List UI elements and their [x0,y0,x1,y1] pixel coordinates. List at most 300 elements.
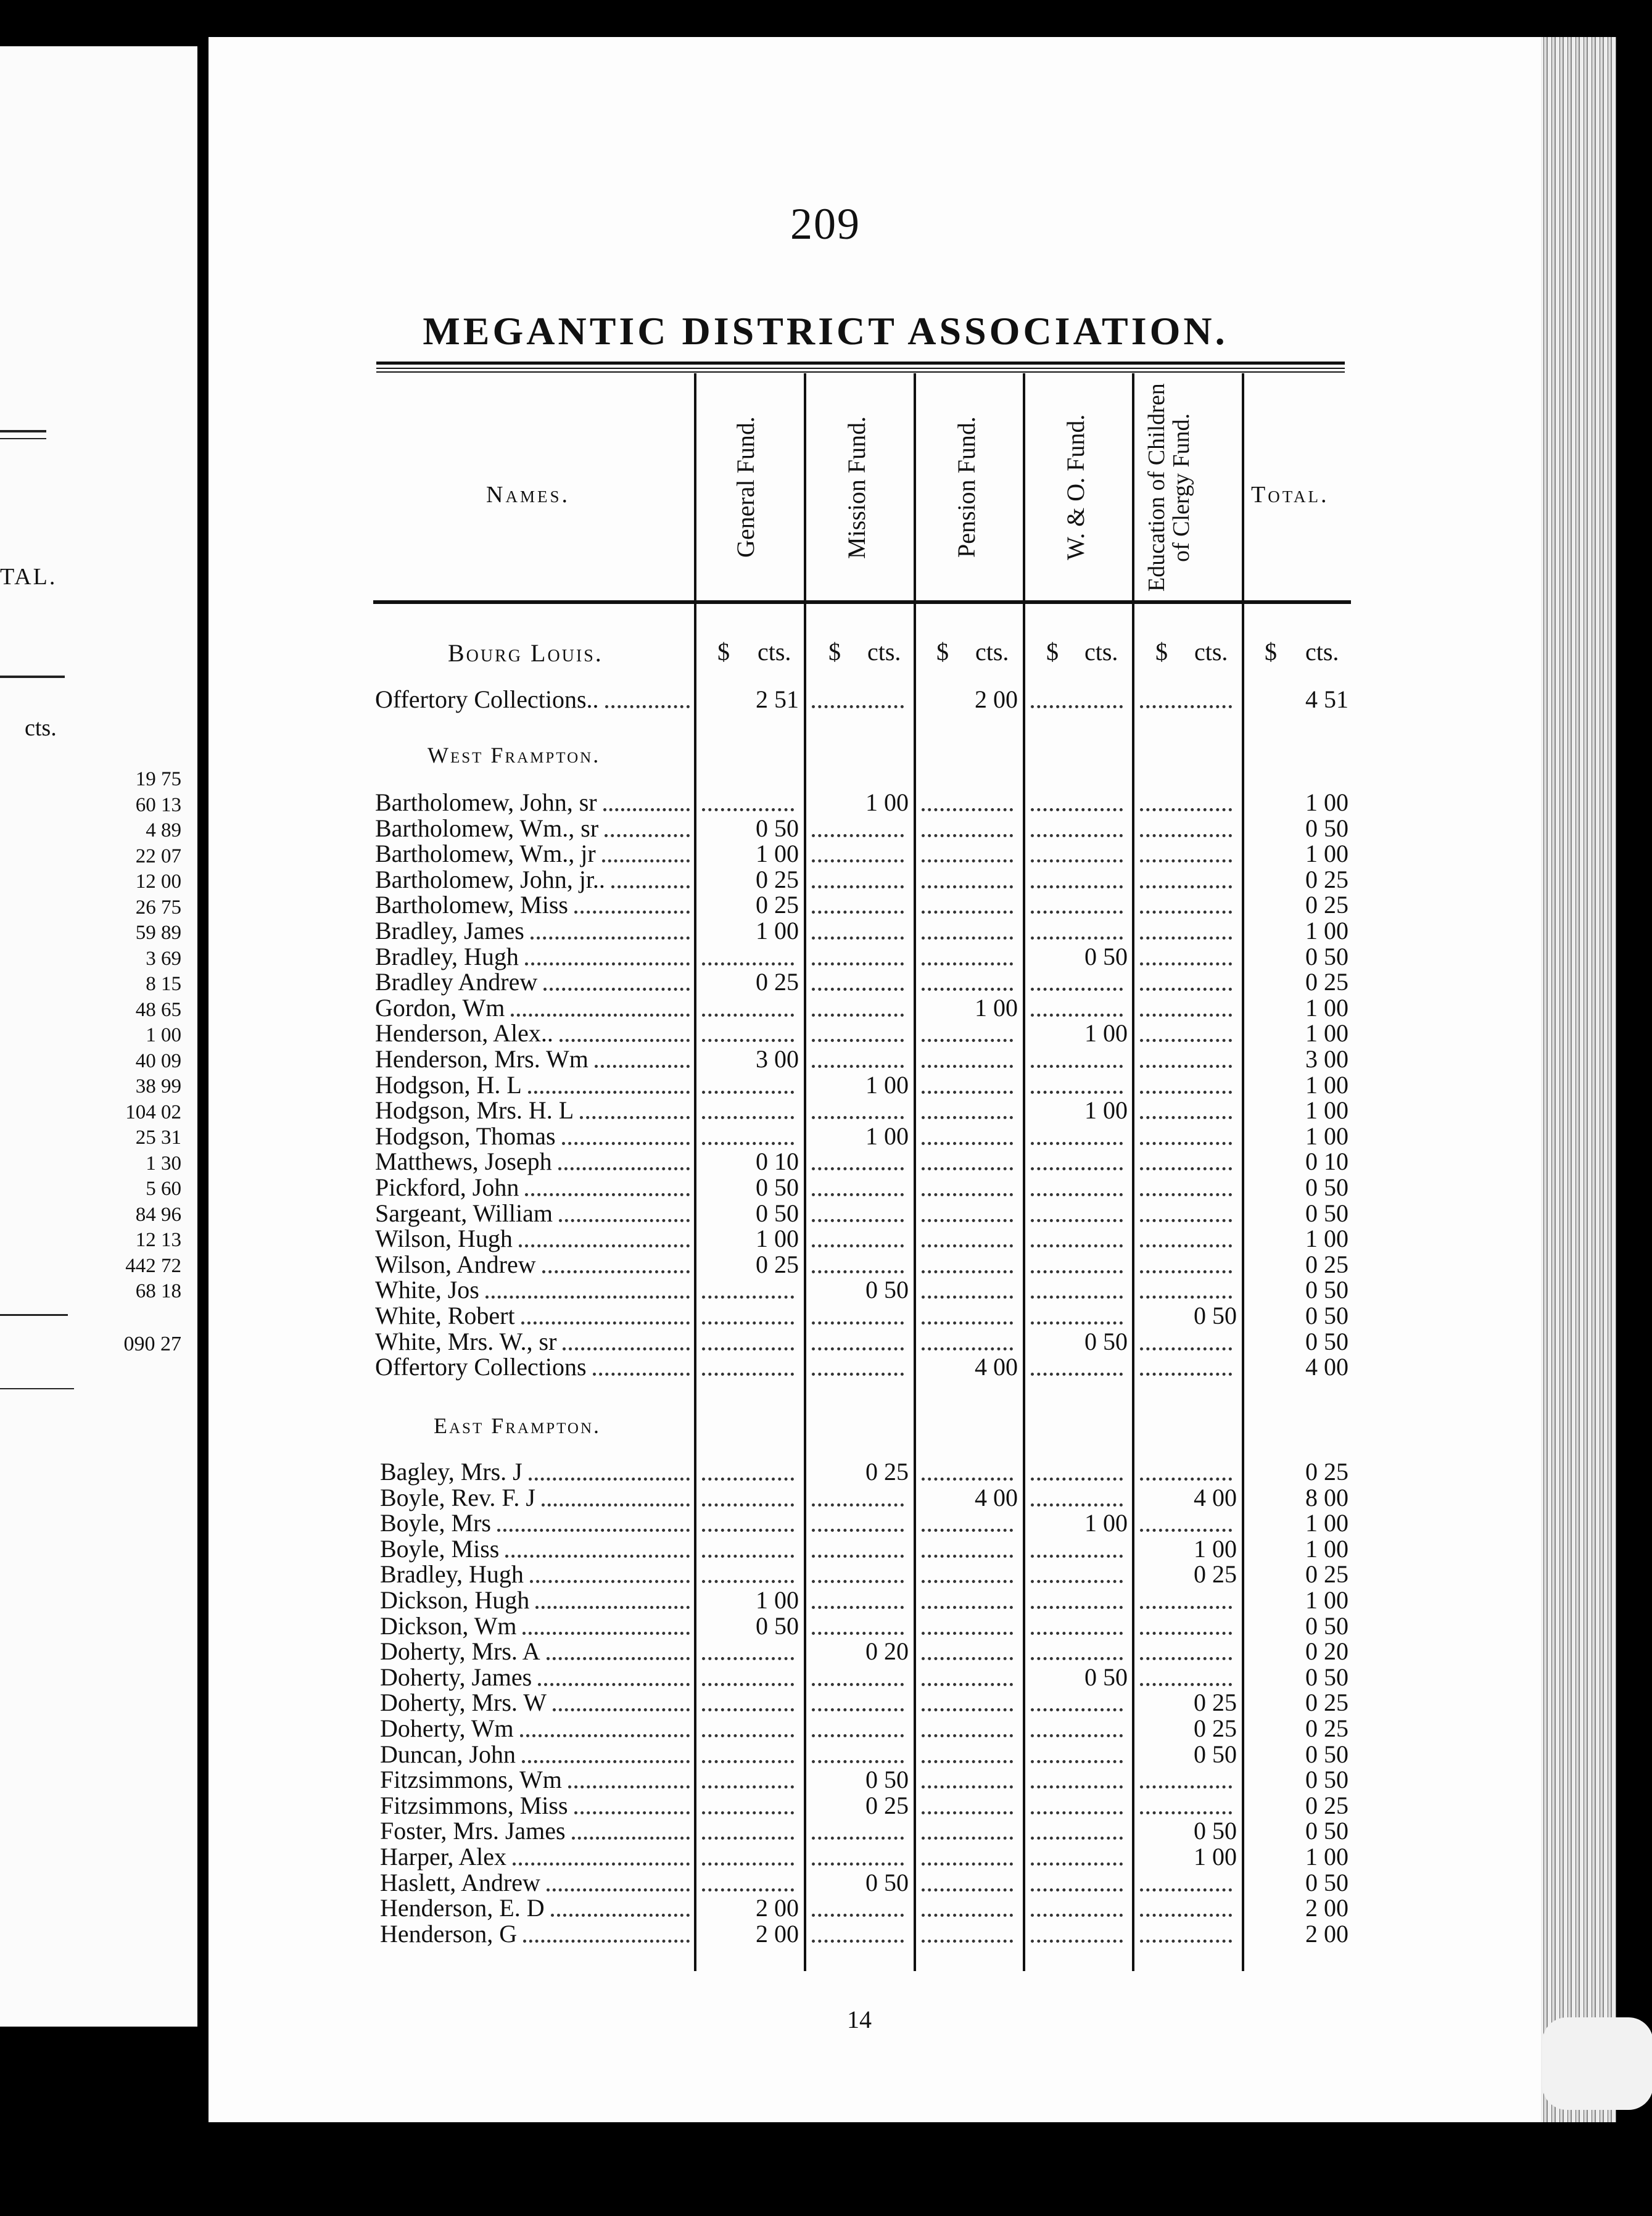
dot-leader [1140,1529,1232,1532]
left-cts-label: cts. [25,715,57,741]
unit-dollar: $ [1046,638,1059,666]
table-row [209,1123,1541,1149]
row-total: 1 00 [1305,1843,1348,1871]
left-value: 60 13 [135,793,181,816]
dot-leader [702,1760,794,1763]
dot-leader [922,1708,1013,1711]
contributor-name: Henderson, Mrs. Wm [375,1045,589,1073]
document-page [209,37,1541,2122]
unit-dollar: $ [936,638,949,666]
table-row [209,1639,1541,1664]
dot-leader [812,1837,904,1840]
table-row [209,1587,1541,1613]
names-column-header: Names. [486,482,570,508]
pension-amount: 2 00 [975,685,1018,713]
dot-leader [812,1580,904,1583]
dot-leader [702,1529,794,1532]
dot-leader [922,1219,1013,1222]
general-amount: 0 25 [756,865,799,893]
row-total: 0 50 [1305,1173,1348,1201]
table-row [209,1870,1541,1896]
row-total: 1 00 [1305,993,1348,1022]
general-amount: 1 00 [756,1225,799,1253]
contributor-name: Henderson, E. D [380,1894,545,1922]
dot-leader [574,911,690,914]
dot-leader [1031,1244,1123,1247]
general-amount: 0 50 [756,1173,799,1201]
general-amount: 1 00 [756,1586,799,1614]
dot-leader [922,1321,1013,1325]
mission-amount: 1 00 [865,1122,909,1150]
dot-leader [702,1811,794,1814]
dot-leader [702,1373,794,1376]
dot-leader [1031,936,1123,940]
mission-amount: 0 25 [865,1791,909,1819]
table-row [209,1252,1541,1278]
table-row [209,1020,1541,1046]
left-value: 59 89 [135,922,181,944]
mission-amount: 0 20 [865,1637,909,1666]
row-total: 0 25 [1305,891,1348,919]
contributor-name: Duncan, John [380,1740,516,1768]
dot-leader [1031,1193,1123,1196]
row-total: 0 25 [1305,968,1348,996]
dot-leader [1140,1296,1232,1299]
dot-leader [922,808,1013,811]
dot-leader [553,1708,690,1711]
dot-leader [812,962,904,965]
dot-leader [1140,936,1232,940]
dot-leader [922,1167,1013,1170]
dot-leader [551,1914,690,1917]
dot-leader [1140,1683,1232,1686]
dot-leader [812,1244,904,1247]
table-row [209,687,1541,713]
contributor-name: Wilson, Andrew [375,1250,536,1278]
education-amount: 1 00 [1194,1534,1237,1563]
row-total: 1 00 [1305,1225,1348,1253]
contributor-name: White, Jos [375,1276,479,1304]
dot-leader [922,1914,1013,1917]
dot-leader [542,1270,690,1273]
dot-leader [593,1373,690,1376]
header-rule [373,600,1351,604]
dot-leader [1140,1244,1232,1247]
dot-leader [922,988,1013,991]
left-value: 4 89 [146,819,181,841]
dot-leader [1031,911,1123,914]
dot-leader [702,1142,794,1145]
dot-leader [519,1244,690,1247]
dot-leader [812,705,904,708]
general-amount: 0 50 [756,814,799,842]
row-total: 0 25 [1305,865,1348,893]
dot-leader [563,1347,690,1350]
dot-leader [1140,1142,1232,1145]
dot-leader [702,1580,794,1583]
dot-leader [812,1116,904,1119]
contributor-name: Dickson, Wm [380,1611,517,1640]
table-row [209,1844,1541,1870]
dot-leader [922,1193,1013,1196]
unit-cts: cts. [1194,638,1228,666]
row-total: 0 50 [1305,942,1348,970]
contributor-name: Doherty, Mrs. A [380,1637,540,1666]
dot-leader [559,1219,690,1222]
dot-leader [522,1760,690,1763]
table-row [209,1149,1541,1175]
education-amount: 0 25 [1194,1689,1237,1717]
wo-fund-header: W. & O. Fund. [1062,414,1089,561]
row-total: 1 00 [1305,1019,1348,1048]
table-row [209,1921,1541,1947]
left-value: 104 02 [125,1101,181,1123]
top-rule [376,368,1345,369]
contributor-name: Hodgson, H. L [375,1070,522,1099]
table-row [209,1690,1541,1716]
table-row [209,969,1541,995]
dot-leader [702,962,794,965]
dot-leader [1031,1219,1123,1222]
row-total: 0 25 [1305,1458,1348,1486]
row-total: 0 50 [1305,1302,1348,1329]
dot-leader [702,1347,794,1350]
dot-leader [812,834,904,837]
general-fund-header: General Fund. [732,416,759,558]
dot-leader [922,1760,1013,1763]
dot-leader [922,1270,1013,1273]
dot-leader [1031,1296,1123,1299]
dot-leader [812,1321,904,1325]
general-amount: 0 10 [756,1147,799,1176]
row-total: 0 50 [1305,1611,1348,1640]
row-total: 0 50 [1305,1327,1348,1355]
general-amount: 2 00 [756,1919,799,1948]
row-total: 1 00 [1305,840,1348,868]
left-value: 8 15 [146,973,181,995]
dot-leader [922,1580,1013,1583]
dot-leader [1031,705,1123,708]
dot-leader [702,1296,794,1299]
dot-leader [521,1321,690,1325]
dot-leader [1031,1837,1123,1840]
dot-leader [812,1940,904,1943]
dot-leader [812,1529,904,1532]
contributor-name: Hodgson, Mrs. H. L [375,1096,574,1125]
pension-amount: 1 00 [975,993,1018,1022]
left-rule [0,438,46,439]
dot-leader [922,1657,1013,1660]
unit-dollar: $ [828,638,841,666]
table-row [209,1046,1541,1072]
dot-leader [922,1244,1013,1247]
contributor-name: Bradley, Hugh [375,942,519,970]
contributor-name: Bartholomew, Miss [375,891,568,919]
dot-leader [812,1632,904,1635]
row-total: 0 50 [1305,1663,1348,1691]
row-total: 0 50 [1305,1740,1348,1768]
general-amount: 1 00 [756,917,799,945]
dot-leader [1031,1167,1123,1170]
dot-leader [1140,859,1232,862]
dot-leader [568,1785,690,1788]
table-row [209,1072,1541,1098]
table-row [209,944,1541,970]
table-row [209,1277,1541,1303]
dot-leader [1140,1091,1232,1094]
table-row [209,1793,1541,1819]
general-amount: 0 25 [756,968,799,996]
dot-leader [1140,705,1232,708]
row-total: 0 50 [1305,1868,1348,1896]
dot-leader [1140,1657,1232,1660]
dot-leader [1140,1888,1232,1891]
row-total: 1 00 [1305,1096,1348,1125]
dot-leader [1031,1014,1123,1017]
education-amount: 0 25 [1194,1714,1237,1742]
row-total: 0 20 [1305,1637,1348,1666]
general-amount: 1 00 [756,840,799,868]
contributor-name: White, Robert [375,1302,515,1329]
dot-leader [1140,885,1232,888]
dot-leader [1031,1142,1123,1145]
dot-leader [922,1529,1013,1532]
mission-amount: 0 50 [865,1766,909,1794]
contributor-name: Henderson, Alex.. [375,1019,553,1048]
contributor-name: Haslett, Andrew [380,1868,540,1896]
dot-leader [1140,1167,1232,1170]
unit-dollar: $ [1265,638,1277,666]
contributor-name: Dickson, Hugh [380,1586,530,1614]
table-row [209,1201,1541,1226]
dot-leader [1031,1888,1123,1891]
dot-leader [812,859,904,862]
dot-leader [812,1683,904,1686]
table-row [209,1767,1541,1793]
dot-leader [522,1632,690,1635]
dot-leader [529,1478,690,1481]
dot-leader [1031,1657,1123,1660]
dot-leader [1140,1219,1232,1222]
dot-leader [812,1606,904,1609]
dot-leader [605,834,690,837]
left-rule [0,430,46,432]
left-value: 22 07 [135,845,181,867]
dot-leader [1140,1606,1232,1609]
contributor-name: Doherty, Wm [380,1714,514,1742]
contributor-name: Bartholomew, Wm., sr [375,814,599,842]
dot-leader [812,1760,904,1763]
dot-leader [1140,1116,1232,1119]
dot-leader [922,1734,1013,1737]
section-heading: East Frampton. [434,1413,601,1438]
dot-leader [812,885,904,888]
dot-leader [1031,1914,1123,1917]
dot-leader [1140,1785,1232,1788]
row-total: 0 25 [1305,1250,1348,1278]
dot-leader [603,808,690,811]
dot-leader [1140,1270,1232,1273]
general-amount: 0 25 [756,891,799,919]
dot-leader [702,1503,794,1507]
unit-dollar: $ [1155,638,1168,666]
dot-leader [922,1837,1013,1840]
wo-amount: 1 00 [1084,1096,1128,1125]
unit-cts: cts. [758,638,791,666]
dot-leader [1140,1478,1232,1481]
dot-leader [1031,988,1123,991]
row-total: 0 50 [1305,1276,1348,1304]
dot-leader [702,1888,794,1891]
dot-leader [530,1580,690,1583]
dot-leader [1140,1632,1232,1635]
dot-leader [523,1940,690,1943]
dot-leader [922,1940,1013,1943]
row-total: 0 25 [1305,1714,1348,1742]
table-row [209,1303,1541,1329]
page-edge [1536,37,1616,2122]
dot-leader [702,1708,794,1711]
dot-leader [1140,1347,1232,1350]
left-value: 1 30 [146,1152,181,1175]
dot-leader [1031,1580,1123,1583]
row-total: 1 00 [1305,1122,1348,1150]
left-rule [0,1314,68,1316]
left-value: 3 69 [146,947,181,970]
mission-amount: 0 50 [865,1276,909,1304]
dot-leader [812,936,904,940]
dot-leader [602,859,690,862]
table-row [209,1485,1541,1511]
dot-leader [922,962,1013,965]
dot-leader [505,1555,690,1558]
dot-leader [812,1734,904,1737]
contributor-name: Hodgson, Thomas [375,1122,556,1150]
dot-leader [812,1014,904,1017]
section-heading: West Frampton. [427,743,601,767]
contributor-name: Boyle, Mrs [380,1509,491,1537]
left-value: 25 31 [135,1127,181,1149]
dot-leader [560,1039,690,1042]
dot-leader [922,1065,1013,1068]
row-total: 2 00 [1305,1919,1348,1948]
contributor-name: Henderson, G [380,1919,518,1948]
general-amount: 0 50 [756,1199,799,1227]
dot-leader [922,1296,1013,1299]
table-row [209,1716,1541,1742]
left-value: 68 18 [135,1280,181,1302]
row-total: 1 00 [1305,1586,1348,1614]
left-total-header: TAL. [0,564,57,590]
table-row [209,1098,1541,1123]
dot-leader [812,1555,904,1558]
dot-leader [580,1116,690,1119]
table-row [209,995,1541,1021]
table-row [209,1664,1541,1690]
left-value: 5 60 [146,1178,181,1200]
table-row [209,1510,1541,1536]
row-total: 0 25 [1305,1791,1348,1819]
dot-leader [574,1811,690,1814]
mission-amount: 1 00 [865,788,909,816]
contributor-name: Bradley, James [375,917,524,945]
education-amount: 4 00 [1194,1483,1237,1511]
table-row [209,867,1541,893]
contributor-name: Foster, Mrs. James [380,1817,566,1845]
row-total: 8 00 [1305,1483,1348,1511]
dot-leader [922,911,1013,914]
dot-leader [922,834,1013,837]
dot-leader [605,705,690,708]
dot-leader [812,1503,904,1507]
contributor-name: Fitzsimmons, Miss [380,1791,568,1819]
row-total: 1 00 [1305,788,1348,816]
dot-leader [1031,1940,1123,1943]
page-edge [1542,2017,1652,2110]
table-row [209,1226,1541,1252]
dot-leader [1031,1321,1123,1325]
dot-leader [528,1091,690,1094]
contributor-name: Offertory Collections [375,1353,587,1381]
dot-leader [547,1657,690,1660]
page-number: 209 [790,199,861,249]
top-rule [376,362,1345,365]
dot-leader [595,1065,690,1068]
dot-leader [511,1014,690,1017]
pension-fund-header: Pension Fund. [952,416,980,558]
row-total: 3 00 [1305,1045,1348,1073]
dot-leader [1031,808,1123,811]
row-total: 0 50 [1305,814,1348,842]
contributor-name: Bagley, Mrs. J [380,1458,522,1486]
dot-leader [558,1167,690,1170]
education-fund-header: Education of Children of Clergy Fund. [1144,383,1194,592]
left-value: 442 72 [125,1254,181,1277]
row-total: 1 00 [1305,1509,1348,1537]
education-amount: 0 50 [1194,1302,1237,1329]
dot-leader [812,1373,904,1376]
dot-leader [812,1347,904,1350]
dot-leader [1031,1863,1123,1866]
dot-leader [1140,1065,1232,1068]
mission-amount: 0 25 [865,1458,909,1486]
dot-leader [922,1811,1013,1814]
contributor-name: Bartholomew, John, sr [375,788,597,816]
page-title: MEGANTIC DISTRICT ASSOCIATION. [423,309,1228,353]
dot-leader [812,1219,904,1222]
table-row [209,1895,1541,1921]
row-total: 2 00 [1305,1894,1348,1922]
dot-leader [812,911,904,914]
contributor-name: Pickford, John [375,1173,519,1201]
row-total: 0 25 [1305,1689,1348,1717]
dot-leader [1140,962,1232,965]
unit-cts: cts. [1084,638,1118,666]
table-row [209,790,1541,816]
pension-amount: 4 00 [975,1353,1018,1381]
dot-leader [922,1091,1013,1094]
dot-leader [922,936,1013,940]
dot-leader [1140,1014,1232,1017]
section-heading: Bourg Louis. [448,639,603,667]
dot-leader [562,1142,690,1145]
dot-leader [702,1555,794,1558]
table-row [209,1459,1541,1485]
dot-leader [1140,988,1232,991]
dot-leader [572,1837,690,1840]
general-amount: 2 51 [756,685,799,713]
education-amount: 0 25 [1194,1560,1237,1589]
